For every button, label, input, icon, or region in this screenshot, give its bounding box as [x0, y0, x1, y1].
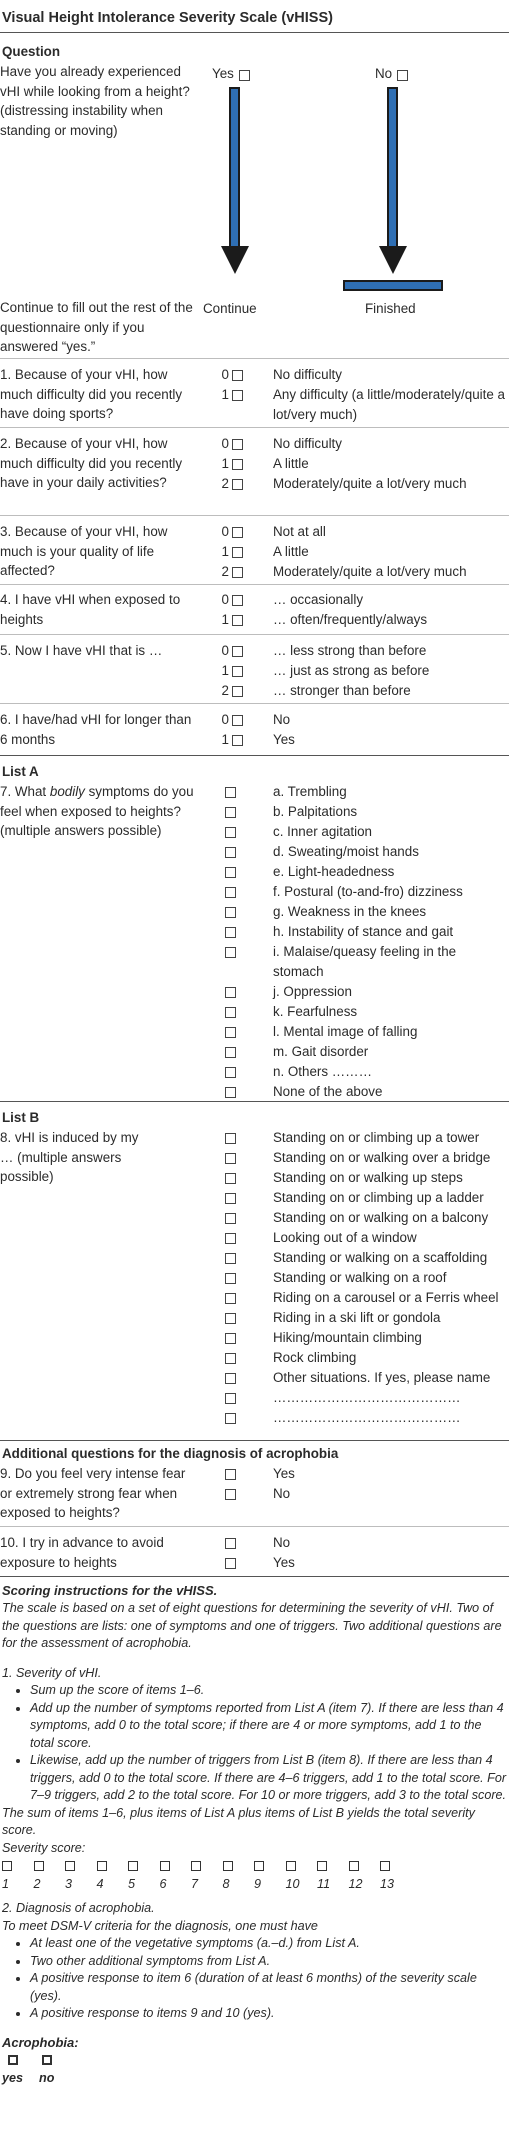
- severity-score-checkbox[interactable]: [128, 1861, 138, 1871]
- severity-score-number: 4: [96, 1877, 104, 1891]
- severity-score-checkbox[interactable]: [254, 1861, 264, 1871]
- option-checkbox[interactable]: [232, 479, 243, 490]
- option-checkbox[interactable]: [225, 1558, 236, 1569]
- item-6-question: 6. I have/had vHI for longer than 6 months: [0, 712, 192, 747]
- item-9-question: 9. Do you feel very intense fear or extremely strong fear when exposed to heights?: [0, 1466, 186, 1521]
- option-checkbox[interactable]: [232, 615, 243, 626]
- symptom-checkbox[interactable]: [225, 927, 236, 938]
- symptom-checkbox[interactable]: [225, 987, 236, 998]
- option-score: 2: [221, 683, 229, 698]
- intro-question: Have you already experienced vHI while looking from a height? (distressing instability when standing or moving): [0, 64, 190, 138]
- item-10-question: 10. I try in advance to avoid exposure to heights: [0, 1535, 164, 1570]
- symptom-label: f. Postural (to-and-fro) dizziness: [273, 884, 463, 899]
- severity-score-row: [2, 1861, 507, 1895]
- option-label: A little: [273, 456, 309, 471]
- option-checkbox[interactable]: [232, 439, 243, 450]
- severity-bullets: [2, 1682, 507, 1805]
- acrophobia-section-title: 2. Diagnosis of acrophobia.: [2, 1901, 155, 1915]
- scoring-section: [2, 1581, 507, 2087]
- trigger-label: Looking out of a window: [273, 1230, 417, 1245]
- item-5-question: 5. Now I have vHI that is …: [0, 643, 163, 658]
- bullet-item: • Add up the number of symptoms reported from List A (item 7). If there are less than 4 symptoms, add 0 to the total score; if there are 4 or more symptoms, add 1 to the total score.: [30, 1700, 507, 1753]
- item-3-question: 3. Because of your vHI, how much is your quality of life affected?: [0, 524, 168, 579]
- acrophobia-choices: [2, 2055, 507, 2087]
- option-score: 1: [221, 387, 229, 402]
- additional-header: Additional questions for the diagnosis of acrophobia: [2, 1446, 339, 1461]
- symptom-label: l. Mental image of falling: [273, 1024, 418, 1039]
- symptom-checkbox[interactable]: [225, 1067, 236, 1078]
- symptom-checkbox[interactable]: [225, 947, 236, 958]
- question-header: Question: [2, 44, 61, 59]
- item-2-question: 2. Because of your vHI, how much difficulty did you recently have in your daily activities?: [0, 436, 183, 491]
- trigger-label: Rock climbing: [273, 1350, 357, 1365]
- option-checkbox[interactable]: [232, 459, 243, 470]
- symptom-label: e. Light-headedness: [273, 864, 395, 879]
- item-8-question: 8. vHI is induced by my … (multiple answers possible): [0, 1130, 139, 1185]
- option-checkbox[interactable]: [225, 1538, 236, 1549]
- trigger-label: ……………………………………: [273, 1390, 461, 1405]
- trigger-label: Standing on or walking over a bridge: [273, 1150, 491, 1165]
- trigger-label: Riding on a carousel or a Ferris wheel: [273, 1290, 499, 1305]
- trigger-checkbox[interactable]: [225, 1353, 236, 1364]
- option-label: Moderately/quite a lot/very much: [273, 564, 467, 579]
- finished-label: Finished: [365, 301, 416, 316]
- symptom-checkbox[interactable]: [225, 907, 236, 918]
- severity-score-checkbox[interactable]: [191, 1861, 201, 1871]
- symptom-label: i. Malaise/queasy feeling in the stomach: [273, 944, 457, 979]
- scoring-intro: The scale is based on a set of eight questions for determining the severity of vHI. Two of the questions are lists: one of symptoms and one of triggers. Two additional questions are for the assessment of acrophobia.: [2, 1601, 502, 1650]
- severity-score-number: 7: [191, 1877, 199, 1891]
- option-label: A little: [273, 544, 309, 559]
- severity-score-checkbox[interactable]: [65, 1861, 75, 1871]
- option-checkbox[interactable]: [232, 735, 243, 746]
- yes-label: Yes: [212, 66, 234, 81]
- symptom-label: a. Trembling: [273, 784, 347, 799]
- option-score: 0: [221, 367, 229, 382]
- item-1-question: 1. Because of your vHI, how much difficulty did you recently have doing sports?: [0, 367, 183, 422]
- option-score: 0: [221, 643, 229, 658]
- severity-score-number: 5: [128, 1877, 136, 1891]
- symptom-label: d. Sweating/moist hands: [273, 844, 419, 859]
- no-arrow-icon: [376, 86, 410, 282]
- severity-score-checkbox[interactable]: [223, 1861, 233, 1871]
- symptom-checkbox[interactable]: [225, 827, 236, 838]
- trigger-label: Standing or walking on a scaffolding: [273, 1250, 488, 1265]
- option-label: No: [273, 1486, 291, 1501]
- severity-section-title: 1. Severity of vHI.: [2, 1665, 102, 1680]
- option-label: Yes: [273, 1466, 295, 1481]
- trigger-checkbox[interactable]: [225, 1393, 236, 1404]
- symptom-label: k. Fearfulness: [273, 1004, 358, 1019]
- option-checkbox[interactable]: [232, 527, 243, 538]
- symptom-label: None of the above: [273, 1084, 383, 1099]
- sum-text: The sum of items 1–6, plus items of List A plus items of List B yields the total severity score.: [2, 1805, 475, 1837]
- bullet-item: • Two other additional symptoms from List A.: [30, 1953, 507, 1971]
- divider: [0, 1526, 509, 1527]
- bullet-item: • A positive response to items 9 and 10 (yes).: [30, 2005, 507, 2023]
- divider: [0, 584, 509, 585]
- trigger-checkbox[interactable]: [225, 1313, 236, 1324]
- divider: [0, 703, 509, 704]
- stop-bar-icon: [343, 279, 445, 293]
- severity-score-checkbox[interactable]: [34, 1861, 44, 1871]
- option-checkbox[interactable]: [232, 567, 243, 578]
- option-score: 2: [221, 476, 229, 491]
- trigger-checkbox[interactable]: [225, 1373, 236, 1384]
- page-title: Visual Height Intolerance Severity Scale (vHISS): [2, 10, 333, 26]
- severity-score-number: 1: [2, 1877, 10, 1891]
- divider: [0, 755, 509, 756]
- scoring-header: Scoring instructions for the vHISS.: [2, 1583, 218, 1598]
- divider: [0, 427, 509, 428]
- trigger-label: Other situations. If yes, please name: [273, 1370, 491, 1385]
- acrophobia-yes-label: yes: [2, 2071, 24, 2086]
- symptom-label: g. Weakness in the knees: [273, 904, 427, 919]
- trigger-checkbox[interactable]: [225, 1253, 236, 1264]
- trigger-checkbox[interactable]: [225, 1333, 236, 1344]
- option-score: 1: [221, 663, 229, 678]
- continue-note: Continue to fill out the rest of the questionnaire only if you answered “yes.”: [0, 300, 193, 355]
- trigger-label: Standing on or climbing up a ladder: [273, 1190, 484, 1205]
- acrophobia-no-label: no: [39, 2071, 55, 2086]
- divider: [0, 1576, 509, 1577]
- no-label: No: [375, 66, 393, 81]
- option-score: 0: [221, 524, 229, 539]
- option-checkbox[interactable]: [232, 370, 243, 381]
- option-score: 1: [221, 612, 229, 627]
- trigger-label: Riding in a ski lift or gondola: [273, 1310, 441, 1325]
- severity-score-number: 12: [348, 1877, 363, 1891]
- severity-score-label: Severity score:: [2, 1840, 86, 1855]
- trigger-label: Standing or walking on a roof: [273, 1270, 447, 1285]
- option-label: No difficulty: [273, 436, 342, 451]
- option-label: Not at all: [273, 524, 326, 539]
- symptom-checkbox[interactable]: [225, 1047, 236, 1058]
- bullet-item: • Sum up the score of items 1–6.: [30, 1682, 507, 1700]
- severity-score-checkbox[interactable]: [317, 1861, 327, 1871]
- option-label: … often/frequently/always: [273, 612, 428, 627]
- continue-label: Continue: [203, 301, 257, 316]
- trigger-label: Standing on or walking up steps: [273, 1170, 463, 1185]
- option-score: 1: [221, 456, 229, 471]
- option-label: No difficulty: [273, 367, 342, 382]
- option-checkbox[interactable]: [232, 390, 243, 401]
- option-checkbox[interactable]: [225, 1469, 236, 1480]
- symptom-checkbox[interactable]: [225, 1007, 236, 1018]
- acrophobia-no-checkbox[interactable]: [42, 2055, 52, 2065]
- acrophobia-intro: To meet DSM-V criteria for the diagnosis, one must have: [2, 1918, 318, 1933]
- trigger-label: Standing on or climbing up a tower: [273, 1130, 480, 1145]
- symptom-label: h. Instability of stance and gait: [273, 924, 454, 939]
- option-checkbox[interactable]: [232, 547, 243, 558]
- trigger-checkbox[interactable]: [225, 1153, 236, 1164]
- symptom-checkbox[interactable]: [225, 1087, 236, 1098]
- option-score: 0: [221, 592, 229, 607]
- symptom-checkbox[interactable]: [225, 787, 236, 798]
- severity-score-checkbox[interactable]: [380, 1861, 390, 1871]
- trigger-checkbox[interactable]: [225, 1273, 236, 1284]
- list-b-header: List B: [2, 1110, 40, 1125]
- divider: [0, 1440, 509, 1441]
- trigger-label: Standing on or walking on a balcony: [273, 1210, 489, 1225]
- option-label: Moderately/quite a lot/very much: [273, 476, 467, 491]
- option-score: 2: [221, 564, 229, 579]
- option-label: Yes: [273, 1555, 295, 1570]
- option-label: … less strong than before: [273, 643, 427, 658]
- yes-checkbox[interactable]: [239, 70, 250, 81]
- severity-score-checkbox[interactable]: [160, 1861, 170, 1871]
- severity-score-checkbox[interactable]: [2, 1861, 12, 1871]
- option-score: 1: [221, 544, 229, 559]
- option-checkbox[interactable]: [232, 715, 243, 726]
- trigger-checkbox[interactable]: [225, 1173, 236, 1184]
- acrophobia-bullets: [2, 1935, 507, 2023]
- item-7-question: 7. What bodily symptoms do you feel when exposed to heights? (multiple answers possible): [0, 784, 194, 839]
- option-score: 1: [221, 732, 229, 747]
- item-4-question: 4. I have vHI when exposed to heights: [0, 592, 181, 627]
- option-checkbox[interactable]: [232, 646, 243, 657]
- severity-score-checkbox[interactable]: [286, 1861, 296, 1871]
- severity-score-number: 13: [380, 1877, 395, 1891]
- bullet-item: • Likewise, add up the number of triggers from List B (item 8). If there are less than 4 triggers, add 0 to the total score. If there are 4–6 triggers, add 1 to the total score. For 7–9 triggers, add 2 to the total score. For 10 or more triggers, add 3 to the total score.: [30, 1752, 507, 1805]
- symptom-checkbox[interactable]: [225, 847, 236, 858]
- divider: [0, 358, 509, 359]
- option-checkbox[interactable]: [232, 595, 243, 606]
- severity-score-number: 2: [33, 1877, 41, 1891]
- symptom-label: c. Inner agitation: [273, 824, 373, 839]
- severity-score-checkbox[interactable]: [349, 1861, 359, 1871]
- symptom-checkbox[interactable]: [225, 867, 236, 878]
- list-a-header: List A: [2, 764, 39, 779]
- symptom-checkbox[interactable]: [225, 1027, 236, 1038]
- trigger-checkbox[interactable]: [225, 1413, 236, 1424]
- severity-score-number: 11: [317, 1877, 331, 1891]
- severity-score-number: 3: [65, 1877, 73, 1891]
- option-checkbox[interactable]: [225, 1489, 236, 1500]
- trigger-checkbox[interactable]: [225, 1213, 236, 1224]
- acrophobia-yes-checkbox[interactable]: [8, 2055, 18, 2065]
- symptom-label: m. Gait disorder: [273, 1044, 369, 1059]
- divider: [0, 1101, 509, 1102]
- symptom-label: j. Oppression: [273, 984, 352, 999]
- option-label: Yes: [273, 732, 295, 747]
- severity-score-number: 10: [285, 1877, 300, 1891]
- divider: [0, 32, 509, 33]
- option-score: 0: [221, 436, 229, 451]
- severity-score-checkbox[interactable]: [97, 1861, 107, 1871]
- trigger-label: ……………………………………: [273, 1410, 461, 1425]
- acrophobia-label: Acrophobia:: [2, 2034, 79, 2050]
- option-label: Any difficulty (a little/moderately/quite a lot/very much): [273, 387, 505, 422]
- trigger-checkbox[interactable]: [225, 1293, 236, 1304]
- severity-score-number: 9: [254, 1877, 262, 1891]
- option-label: No: [273, 712, 291, 727]
- option-label: No: [273, 1535, 291, 1550]
- continue-arrow-icon: [218, 86, 252, 282]
- symptom-checkbox[interactable]: [225, 807, 236, 818]
- trigger-checkbox[interactable]: [225, 1193, 236, 1204]
- option-checkbox[interactable]: [232, 686, 243, 697]
- option-label: … just as strong as before: [273, 663, 430, 678]
- symptom-checkbox[interactable]: [225, 887, 236, 898]
- symptom-label: b. Palpitations: [273, 804, 358, 819]
- trigger-label: Hiking/mountain climbing: [273, 1330, 422, 1345]
- option-label: … occasionally: [273, 592, 364, 607]
- severity-score-number: 6: [159, 1877, 167, 1891]
- divider: [0, 515, 509, 516]
- trigger-checkbox[interactable]: [225, 1233, 236, 1244]
- trigger-checkbox[interactable]: [225, 1133, 236, 1144]
- symptom-label: n. Others ………: [273, 1064, 372, 1079]
- option-label: … stronger than before: [273, 683, 411, 698]
- bullet-item: • At least one of the vegetative symptoms (a.–d.) from List A.: [30, 1935, 507, 1953]
- no-checkbox[interactable]: [397, 70, 408, 81]
- option-checkbox[interactable]: [232, 666, 243, 677]
- divider: [0, 634, 509, 635]
- severity-score-number: 8: [222, 1877, 230, 1891]
- option-score: 0: [221, 712, 229, 727]
- bullet-item: • A positive response to item 6 (duration of at least 6 months) of the severity scale (yes).: [30, 1970, 507, 2005]
